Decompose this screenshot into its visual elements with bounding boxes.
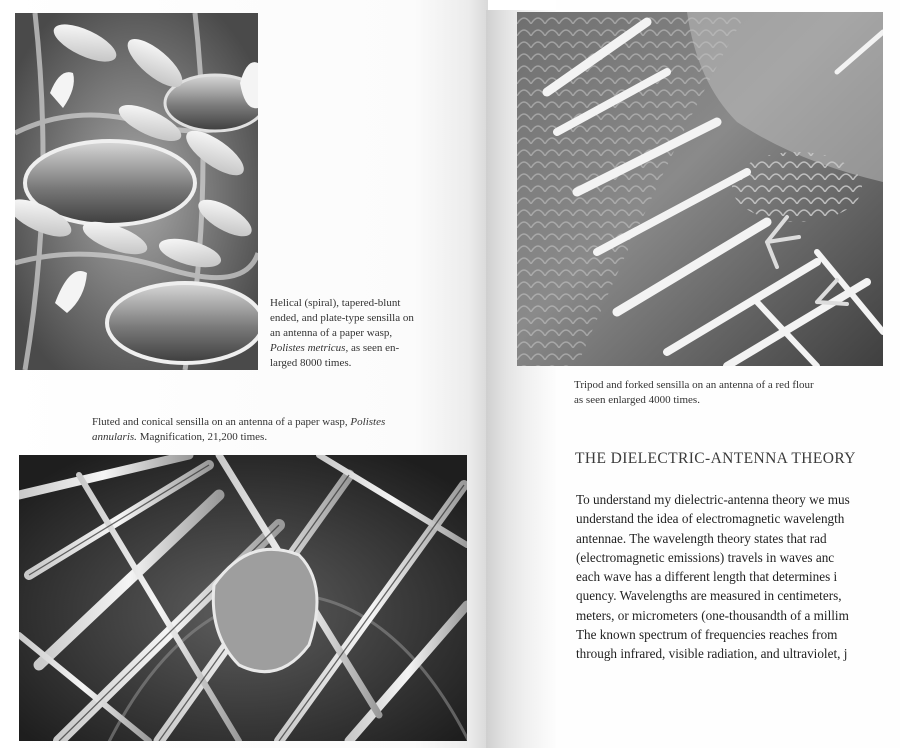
caption-helical-line: larged 8000 times.: [270, 357, 352, 369]
body-line: The known spectrum of frequencies reaches from: [576, 627, 838, 643]
caption-fluted-sensilla: [92, 415, 452, 445]
caption-fluted-text: Fluted and conical sensilla on an antenna of a paper wasp,: [92, 416, 351, 428]
section-heading: THE DIELECTRIC-ANTENNA THEORY: [575, 450, 856, 467]
body-line: antennae. The wavelength theory states that rad: [576, 530, 827, 546]
caption-tripod-sensilla: [574, 378, 894, 408]
body-line: (electromagnetic emissions) travels in waves anc: [576, 549, 835, 565]
caption-fluted-genus: Polistes: [350, 416, 386, 428]
caption-helical-species: Polistes metricus,: [270, 342, 349, 354]
body-line: through infrared, visible radiation, and ultraviolet, j: [576, 646, 848, 662]
caption-tripod-line: as seen enlarged 4000 times.: [574, 394, 700, 406]
caption-fluted-species: annularis.: [92, 431, 137, 443]
micrograph-tripod-sensilla: [517, 12, 883, 366]
micrograph-fluted-sensilla: [19, 455, 467, 741]
body-line: To understand my dielectric-antenna theory we mus: [576, 492, 850, 507]
caption-fluted-magnification: Magnification, 21,200 times.: [136, 431, 268, 443]
body-line: understand the idea of electromagnetic wavelength: [576, 511, 845, 527]
caption-helical-sensilla: [270, 296, 440, 371]
caption-helical-line: Helical (spiral), tapered-blunt: [270, 297, 401, 309]
micrograph-helical-sensilla: [15, 13, 258, 370]
caption-tripod-line: Tripod and forked sensilla on an antenna of a red flour: [574, 379, 814, 391]
caption-helical-line: ended, and plate-type sensilla on: [270, 312, 414, 324]
caption-helical-line: an antenna of a paper wasp,: [270, 327, 393, 339]
body-line: each wave has a different length that determines i: [576, 569, 838, 585]
caption-helical-species-tail: as seen en-: [348, 342, 400, 354]
body-paragraph: [576, 490, 900, 664]
body-line: quency. Wavelengths are measured in centimeters,: [576, 588, 842, 604]
body-line: meters, or micrometers (one-thousandth of a millim: [576, 607, 849, 623]
